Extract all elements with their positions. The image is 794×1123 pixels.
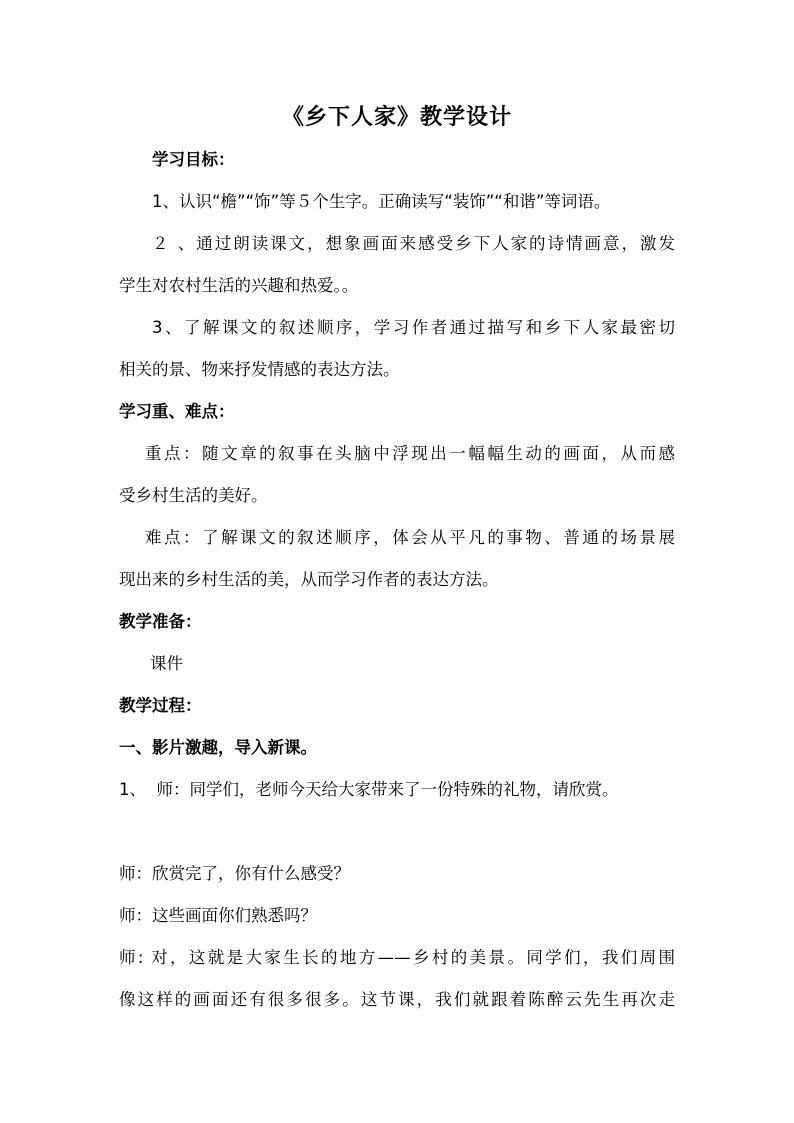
objective-2-line-2: 学生对农村生活的兴趣和热爱。。 xyxy=(119,276,359,295)
objectives-heading: 学习目标： xyxy=(152,150,235,169)
difficulty-line-2: 现出来的乡村生活的美，从而学习作者的表达方法。 xyxy=(119,570,499,589)
objective-3-line-1: 3、了解课文的叙述顺序，学习作者通过描写和乡下人家最密切 xyxy=(152,318,675,337)
preparation-heading: 教学准备： xyxy=(119,612,202,631)
key-points-heading: 学习重、难点： xyxy=(119,402,235,421)
dialogue-3-line-1: 师: 对，这就是大家生长的地方——乡村的美景。同学们，我们周围 xyxy=(119,948,675,967)
difficulty-line-1: 难点：了解课文的叙述顺序，体会从平凡的事物、普通的场景展 xyxy=(145,528,675,547)
objective-1: 1、认识“檐”“饰”等５个生字。正确读写“装饰”“和谐”等词语。 xyxy=(152,192,611,211)
document-title: 《乡下人家》教学设计 xyxy=(281,105,512,130)
step-1: 1、 师：同学们，老师今天给大家带来了一份特殊的礼物，请欣赏。 xyxy=(119,780,619,799)
key-point-line-1: 重点：随文章的叙事在头脑中浮现出一幅幅生动的画面，从而感 xyxy=(145,444,675,463)
objective-2-line-1: ２ 、通过朗读课文，想象画面来感受乡下人家的诗情画意，激发 xyxy=(152,234,675,253)
section-1-heading: 一、影片激趣，导入新课。 xyxy=(119,738,317,757)
dialogue-2: 师：这些画面你们熟悉吗？ xyxy=(119,906,317,925)
dialogue-3-line-2: 像这样的画面还有很多很多。这节课，我们就跟着陈醉云先生再次走 xyxy=(119,990,675,1009)
dialogue-1: 师：欣赏完了，你有什么感受？ xyxy=(119,864,350,883)
objective-3-line-2: 相关的景、物来抒发情感的表达方法。 xyxy=(119,360,400,379)
preparation-item: 课件 xyxy=(150,654,183,673)
process-heading: 教学过程： xyxy=(119,696,202,715)
key-point-line-2: 受乡村生活的美好。 xyxy=(119,486,268,505)
